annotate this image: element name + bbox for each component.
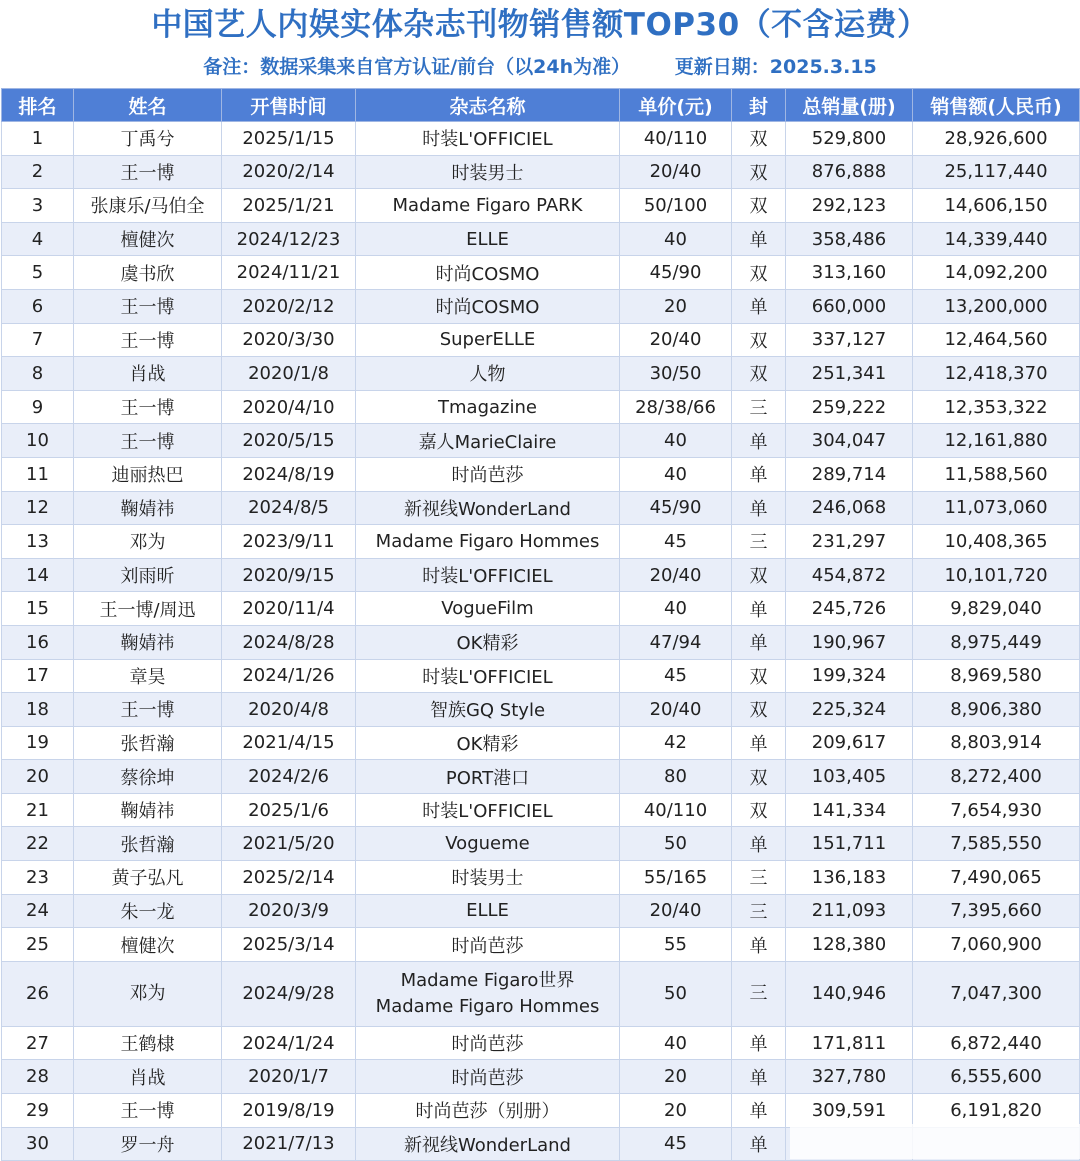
cell-cover: 单: [732, 289, 786, 323]
cell-sales: 7,047,300: [913, 961, 1080, 1026]
cell-date: 2025/1/21: [222, 189, 356, 223]
table-row: [2, 760, 1080, 794]
cell-cover: 三: [732, 894, 786, 928]
table-row: [2, 189, 1080, 223]
cell-rank: 20: [2, 760, 74, 794]
cell-date: 2025/2/14: [222, 861, 356, 895]
cell-sales: 13,200,000: [913, 289, 1080, 323]
cell-rank: 4: [2, 222, 74, 256]
cell-rank: 11: [2, 457, 74, 491]
cell-rank: 25: [2, 928, 74, 962]
cell-cover: 三: [732, 961, 786, 1026]
cell-rank: 13: [2, 525, 74, 559]
cell-price: 20/40: [620, 323, 732, 357]
cell-price: 40: [620, 457, 732, 491]
cell-quantity: 454,872: [786, 558, 913, 592]
cell-magazine: 时装男士: [356, 155, 620, 189]
cell-price: 55: [620, 928, 732, 962]
page-title: 中国艺人内娱实体杂志刊物销售额TOP30（不含运费）: [151, 7, 929, 43]
cell-magazine: 嘉人MarieClaire: [356, 424, 620, 458]
cell-date: 2024/12/23: [222, 222, 356, 256]
cell-rank: 21: [2, 793, 74, 827]
cell-quantity: 292,123: [786, 189, 913, 223]
cell-cover: 双: [732, 357, 786, 391]
cell-date: 2025/3/14: [222, 928, 356, 962]
cell-name: 鞠婧祎: [74, 793, 222, 827]
cell-magazine: 时装L'OFFICIEL: [356, 558, 620, 592]
cell-quantity: 151,711: [786, 827, 913, 861]
cell-price: 45: [620, 659, 732, 693]
cell-cover: 单: [732, 1127, 786, 1161]
cell-date: 2023/9/11: [222, 525, 356, 559]
cell-rank: 2: [2, 155, 74, 189]
cell-price: 40: [620, 424, 732, 458]
cell-price: 20/40: [620, 693, 732, 727]
cell-magazine: Vogueme: [356, 827, 620, 861]
cell-date: 2021/5/20: [222, 827, 356, 861]
cell-price: 50/100: [620, 189, 732, 223]
cell-rank: 14: [2, 558, 74, 592]
cell-magazine: 新视线WonderLand: [356, 491, 620, 525]
table-row: [2, 1026, 1080, 1060]
cell-quantity: 660,000: [786, 289, 913, 323]
cell-magazine: Tmagazine: [356, 390, 620, 424]
cell-magazine: OK精彩: [356, 625, 620, 659]
cell-sales: 10,408,365: [913, 525, 1080, 559]
table-row: [2, 961, 1080, 1026]
magazine-line: Madame Figaro世界: [400, 969, 575, 991]
cell-price: 40: [620, 1026, 732, 1060]
cell-sales: 11,073,060: [913, 491, 1080, 525]
cell-date: 2020/4/8: [222, 693, 356, 727]
table-row: [2, 928, 1080, 962]
cell-date: 2020/4/10: [222, 390, 356, 424]
cell-sales: 12,353,322: [913, 390, 1080, 424]
cell-magazine: 时尚芭莎: [356, 928, 620, 962]
cell-magazine: 时尚芭莎: [356, 457, 620, 491]
cell-sales: 7,585,550: [913, 827, 1080, 861]
cell-quantity: 171,811: [786, 1026, 913, 1060]
cell-rank: 6: [2, 289, 74, 323]
cell-quantity: 289,714: [786, 457, 913, 491]
cell-sales: 6,872,440: [913, 1026, 1080, 1060]
cell-price: 45: [620, 1127, 732, 1161]
cell-cover: 双: [732, 122, 786, 156]
table-row: [2, 491, 1080, 525]
cell-name: 刘雨昕: [74, 558, 222, 592]
cell-magazine: 时装L'OFFICIEL: [356, 659, 620, 693]
cell-sales: 8,969,580: [913, 659, 1080, 693]
cell-date: 2024/1/24: [222, 1026, 356, 1060]
cell-cover: 单: [732, 827, 786, 861]
cell-cover: 双: [732, 558, 786, 592]
cell-magazine: [356, 961, 620, 1026]
table-row: [2, 155, 1080, 189]
cell-name: 肖战: [74, 357, 222, 391]
cell-price: 55/165: [620, 861, 732, 895]
cell-sales: 12,418,370: [913, 357, 1080, 391]
cell-rank: 16: [2, 625, 74, 659]
cell-sales: 12,464,560: [913, 323, 1080, 357]
header-row: [2, 89, 1080, 122]
cell-price: 20/40: [620, 894, 732, 928]
table-row: [2, 726, 1080, 760]
cell-name: 张哲瀚: [74, 827, 222, 861]
sales-table: [1, 88, 1080, 1161]
cell-rank: 3: [2, 189, 74, 223]
cell-magazine: OK精彩: [356, 726, 620, 760]
cell-magazine: 新视线WonderLand: [356, 1127, 620, 1161]
note-text: 备注：数据采集来自官方认证/前台（以24h为准）: [203, 56, 631, 78]
cell-quantity: 136,183: [786, 861, 913, 895]
cell-quantity: 245,726: [786, 592, 913, 626]
cell-cover: 三: [732, 861, 786, 895]
cell-sales: 8,975,449: [913, 625, 1080, 659]
cell-rank: 8: [2, 357, 74, 391]
cell-sales: 7,395,660: [913, 894, 1080, 928]
cell-name: 肖战: [74, 1060, 222, 1094]
cell-magazine: Madame Figaro Hommes: [356, 525, 620, 559]
cell-quantity: 211,093: [786, 894, 913, 928]
cell-magazine: 人物: [356, 357, 620, 391]
cell-date: 2024/8/28: [222, 625, 356, 659]
cell-price: 50: [620, 827, 732, 861]
cell-magazine: 时尚COSMO: [356, 289, 620, 323]
cell-name: 王一博: [74, 424, 222, 458]
cell-rank: 10: [2, 424, 74, 458]
cell-name: 章昊: [74, 659, 222, 693]
cell-date: 2020/3/9: [222, 894, 356, 928]
cell-name: 檀健次: [74, 222, 222, 256]
cell-quantity: 876,888: [786, 155, 913, 189]
cell-name: 丁禹兮: [74, 122, 222, 156]
cell-cover: 双: [732, 189, 786, 223]
cell-cover: 单: [732, 592, 786, 626]
cell-name: 张康乐/马伯全: [74, 189, 222, 223]
table-row: [2, 390, 1080, 424]
cell-name: 黄子弘凡: [74, 861, 222, 895]
cell-cover: 单: [732, 457, 786, 491]
table-row: [2, 289, 1080, 323]
cell-sales: 7,060,900: [913, 928, 1080, 962]
cell-quantity: 209,617: [786, 726, 913, 760]
cell-sales: 25,117,440: [913, 155, 1080, 189]
cell-rank: 5: [2, 256, 74, 290]
cell-magazine: SuperELLE: [356, 323, 620, 357]
cell-sales: 14,339,440: [913, 222, 1080, 256]
cell-rank: 12: [2, 491, 74, 525]
cell-name: 朱一龙: [74, 894, 222, 928]
cell-cover: 双: [732, 693, 786, 727]
subtitle: [0, 50, 1080, 88]
table-row: [2, 827, 1080, 861]
cell-date: 2024/11/21: [222, 256, 356, 290]
cell-date: 2020/1/8: [222, 357, 356, 391]
cell-cover: 双: [732, 793, 786, 827]
cell-price: 20/40: [620, 558, 732, 592]
cell-rank: 28: [2, 1060, 74, 1094]
cell-cover: 双: [732, 323, 786, 357]
cell-price: 20: [620, 1060, 732, 1094]
cell-quantity: 199,324: [786, 659, 913, 693]
cell-quantity: 141,334: [786, 793, 913, 827]
table-row: [2, 861, 1080, 895]
cell-date: 2025/1/6: [222, 793, 356, 827]
cell-sales: 11,588,560: [913, 457, 1080, 491]
cell-date: 2020/2/12: [222, 289, 356, 323]
cell-rank: 26: [2, 961, 74, 1026]
cell-cover: 单: [732, 491, 786, 525]
cell-magazine: ELLE: [356, 222, 620, 256]
cell-magazine: 时尚COSMO: [356, 256, 620, 290]
updated-date: 更新日期：2025.3.15: [674, 56, 877, 78]
cell-date: 2020/2/14: [222, 155, 356, 189]
cell-date: 2021/4/15: [222, 726, 356, 760]
cell-date: 2020/3/30: [222, 323, 356, 357]
table-row: [2, 793, 1080, 827]
cell-magazine: 时装L'OFFICIEL: [356, 122, 620, 156]
cell-sales: 28,926,600: [913, 122, 1080, 156]
cell-date: 2020/5/15: [222, 424, 356, 458]
cell-rank: 9: [2, 390, 74, 424]
cell-quantity: 529,800: [786, 122, 913, 156]
cell-cover: 单: [732, 1026, 786, 1060]
table-row: [2, 122, 1080, 156]
col-header-date: 开售时间: [222, 89, 356, 122]
cell-sales: 14,606,150: [913, 189, 1080, 223]
cell-sales: 8,803,914: [913, 726, 1080, 760]
cell-cover: 三: [732, 390, 786, 424]
cell-date: 2019/8/19: [222, 1094, 356, 1128]
cell-rank: 27: [2, 1026, 74, 1060]
cell-name: 王鹤棣: [74, 1026, 222, 1060]
cell-price: 20: [620, 289, 732, 323]
cell-date: 2020/9/15: [222, 558, 356, 592]
col-header-sales: 销售额(人民币): [913, 89, 1080, 122]
cell-sales: 7,654,930: [913, 793, 1080, 827]
table-row: [2, 1060, 1080, 1094]
cell-rank: 7: [2, 323, 74, 357]
cell-price: 28/38/66: [620, 390, 732, 424]
cell-date: 2024/8/19: [222, 457, 356, 491]
cell-name: 鞠婧祎: [74, 491, 222, 525]
cell-cover: 单: [732, 222, 786, 256]
cell-quantity: 327,780: [786, 1060, 913, 1094]
col-header-rank: 排名: [2, 89, 74, 122]
cell-cover: 单: [732, 1094, 786, 1128]
cell-quantity: 259,222: [786, 390, 913, 424]
cell-name: 迪丽热巴: [74, 457, 222, 491]
magazine-line: Madame Figaro Hommes: [375, 995, 600, 1017]
cell-name: 檀健次: [74, 928, 222, 962]
cell-magazine: PORT港口: [356, 760, 620, 794]
cell-cover: 单: [732, 625, 786, 659]
cell-cover: 双: [732, 155, 786, 189]
cell-rank: 30: [2, 1127, 74, 1161]
cell-quantity: 225,324: [786, 693, 913, 727]
cell-magazine: 智族GQ Style: [356, 693, 620, 727]
cell-date: 2020/1/7: [222, 1060, 356, 1094]
cell-magazine: VogueFilm: [356, 592, 620, 626]
cell-sales: 6,555,600: [913, 1060, 1080, 1094]
cell-rank: 24: [2, 894, 74, 928]
cell-name: 王一博/周迅: [74, 592, 222, 626]
watermark-overlay: [790, 1124, 1080, 1159]
cell-price: 50: [620, 961, 732, 1026]
cell-date: 2025/1/15: [222, 122, 356, 156]
col-header-magazine: 杂志名称: [356, 89, 620, 122]
table-row: [2, 323, 1080, 357]
cell-rank: 15: [2, 592, 74, 626]
cell-sales: 9,829,040: [913, 592, 1080, 626]
cell-magazine: 时装L'OFFICIEL: [356, 793, 620, 827]
cell-magazine: 时尚芭莎: [356, 1026, 620, 1060]
cell-name: 王一博: [74, 390, 222, 424]
table-row: [2, 424, 1080, 458]
table-row: [2, 357, 1080, 391]
table-row: [2, 659, 1080, 693]
cell-date: 2024/1/26: [222, 659, 356, 693]
cell-sales: 7,490,065: [913, 861, 1080, 895]
cell-price: 40/110: [620, 122, 732, 156]
cell-cover: 单: [732, 726, 786, 760]
cell-magazine: 时尚芭莎（别册）: [356, 1094, 620, 1128]
cell-rank: 23: [2, 861, 74, 895]
cell-name: 张哲瀚: [74, 726, 222, 760]
cell-magazine: 时装男士: [356, 861, 620, 895]
cell-price: 45: [620, 525, 732, 559]
cell-quantity: 246,068: [786, 491, 913, 525]
cell-name: 罗一舟: [74, 1127, 222, 1161]
cell-sales: 12,161,880: [913, 424, 1080, 458]
cell-quantity: 358,486: [786, 222, 913, 256]
col-header-quantity: 总销量(册): [786, 89, 913, 122]
table-row: [2, 525, 1080, 559]
cell-cover: 单: [732, 1060, 786, 1094]
cell-date: 2020/11/4: [222, 592, 356, 626]
cell-rank: 22: [2, 827, 74, 861]
table-row: [2, 894, 1080, 928]
table-row: [2, 1094, 1080, 1128]
table-row: [2, 625, 1080, 659]
table-row: [2, 222, 1080, 256]
cell-quantity: 309,591: [786, 1094, 913, 1128]
cell-price: 45/90: [620, 256, 732, 290]
cell-price: 20: [620, 1094, 732, 1128]
cell-sales: 6,191,820: [913, 1094, 1080, 1128]
cell-quantity: 140,946: [786, 961, 913, 1026]
table-row: [2, 558, 1080, 592]
cell-price: 40/110: [620, 793, 732, 827]
cell-price: 80: [620, 760, 732, 794]
cell-name: 蔡徐坤: [74, 760, 222, 794]
cell-quantity: 337,127: [786, 323, 913, 357]
cell-name: 王一博: [74, 289, 222, 323]
cell-price: 20/40: [620, 155, 732, 189]
cell-rank: 19: [2, 726, 74, 760]
col-header-cover: 封: [732, 89, 786, 122]
cell-name: 王一博: [74, 323, 222, 357]
table-row: [2, 693, 1080, 727]
cell-quantity: 313,160: [786, 256, 913, 290]
cell-quantity: 304,047: [786, 424, 913, 458]
cell-name: 邓为: [74, 525, 222, 559]
cell-price: 42: [620, 726, 732, 760]
cell-sales: 14,092,200: [913, 256, 1080, 290]
cell-quantity: 103,405: [786, 760, 913, 794]
col-header-name: 姓名: [74, 89, 222, 122]
cell-magazine: 时尚芭莎: [356, 1060, 620, 1094]
table-row: [2, 457, 1080, 491]
cell-name: 虞书欣: [74, 256, 222, 290]
cell-name: 邓为: [74, 961, 222, 1026]
cell-quantity: 231,297: [786, 525, 913, 559]
cell-price: 45/90: [620, 491, 732, 525]
cell-rank: 29: [2, 1094, 74, 1128]
cell-quantity: 190,967: [786, 625, 913, 659]
cell-rank: 18: [2, 693, 74, 727]
cell-rank: 17: [2, 659, 74, 693]
col-header-price: 单价(元): [620, 89, 732, 122]
cell-sales: 10,101,720: [913, 558, 1080, 592]
cell-quantity: 251,341: [786, 357, 913, 391]
cell-cover: 单: [732, 928, 786, 962]
cell-price: 40: [620, 222, 732, 256]
cell-date: 2024/9/28: [222, 961, 356, 1026]
cell-cover: 单: [732, 424, 786, 458]
cell-date: 2024/8/5: [222, 491, 356, 525]
cell-cover: 双: [732, 256, 786, 290]
cell-quantity: 128,380: [786, 928, 913, 962]
cell-cover: 双: [732, 659, 786, 693]
cell-date: 2024/2/6: [222, 760, 356, 794]
cell-name: 王一博: [74, 1094, 222, 1128]
cell-magazine: Madame Figaro PARK: [356, 189, 620, 223]
cell-sales: 8,906,380: [913, 693, 1080, 727]
cell-rank: 1: [2, 122, 74, 156]
cell-name: 鞠婧祎: [74, 625, 222, 659]
cell-cover: 双: [732, 760, 786, 794]
cell-name: 王一博: [74, 155, 222, 189]
cell-cover: 三: [732, 525, 786, 559]
cell-name: 王一博: [74, 693, 222, 727]
cell-price: 47/94: [620, 625, 732, 659]
cell-date: 2021/7/13: [222, 1127, 356, 1161]
cell-price: 30/50: [620, 357, 732, 391]
cell-sales: 8,272,400: [913, 760, 1080, 794]
table-row: [2, 592, 1080, 626]
cell-magazine: ELLE: [356, 894, 620, 928]
cell-price: 40: [620, 592, 732, 626]
table-row: [2, 256, 1080, 290]
